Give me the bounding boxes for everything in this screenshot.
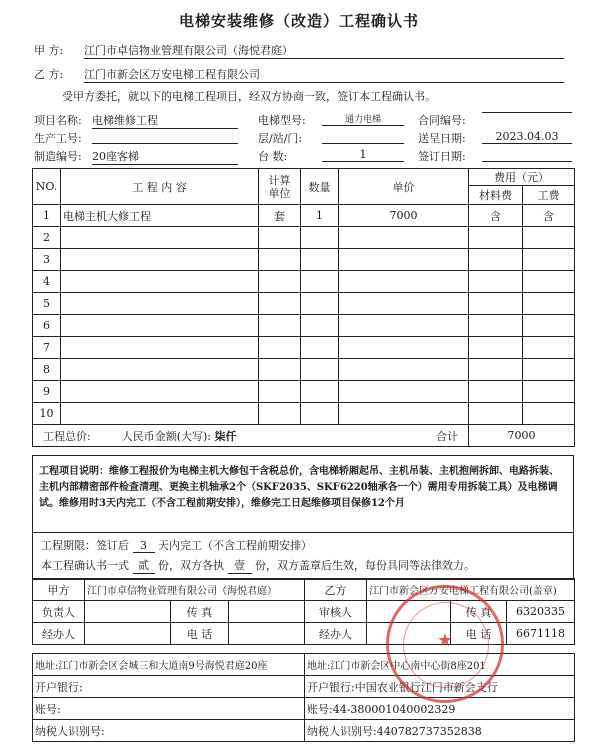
table-row: [33, 403, 575, 425]
cell-material: [469, 249, 523, 271]
header-no: NO.: [33, 169, 61, 205]
cell-no: 1: [33, 205, 61, 227]
cell-content: 电梯主机大修工程: [61, 205, 259, 227]
cell-no: 10: [33, 403, 61, 425]
submit-date-label: 送呈日期:: [418, 132, 466, 145]
description-box: [32, 455, 574, 533]
floors-value: [322, 130, 404, 144]
project-name-label: 项目名称:: [34, 114, 82, 127]
total-row: [33, 425, 469, 447]
b-handler-label: 经办人: [305, 623, 367, 645]
cell-material: [469, 403, 523, 425]
cell-unit: [259, 337, 301, 359]
table-row: [33, 293, 575, 315]
work-no-value: [92, 130, 238, 144]
cell-qty: [301, 403, 339, 425]
cell-content: [61, 359, 259, 381]
cell-labor: [523, 381, 575, 403]
cell-labor: [523, 315, 575, 337]
cell-content: [61, 271, 259, 293]
cell-material: 含: [469, 205, 523, 227]
header-unit: 计算 单位: [259, 169, 301, 205]
cell-price: [339, 359, 469, 381]
cell-content: [61, 337, 259, 359]
cell-labor: [523, 249, 575, 271]
b-fax-value: 6320335: [507, 601, 575, 623]
party-a-value: 江门市卓信物业管理有限公司（海悦君庭）: [84, 42, 564, 59]
total-words-value: 柒仟: [214, 429, 237, 443]
sign-date-value: [482, 148, 572, 162]
cell-price: [339, 315, 469, 337]
header-qty: 数量: [301, 169, 339, 205]
cell-material: [469, 293, 523, 315]
company-seal-stamp: [386, 585, 504, 703]
table-row: [33, 227, 575, 249]
total-label: 工程总价:: [43, 429, 91, 443]
period-days: 3: [133, 539, 155, 553]
mfg-no-value: 20座客梯: [92, 148, 238, 165]
cell-price: [339, 271, 469, 293]
header-price: 单价: [339, 169, 469, 205]
sign-date-label: 签订日期:: [418, 150, 466, 163]
copies-suffix: 份，双方盖章后生效，每份具同等法律效力。: [255, 559, 475, 572]
cell-qty: [301, 271, 339, 293]
cell-no: 2: [33, 227, 61, 249]
contract-no-value: [482, 112, 572, 113]
cell-qty: [301, 227, 339, 249]
copies-mid: 份，双方各执: [158, 559, 224, 572]
party-b-label: 乙 方:: [34, 68, 64, 81]
cell-qty: [301, 315, 339, 337]
cell-unit: [259, 315, 301, 337]
total-words-label: 人民币金额(大写):: [121, 429, 212, 443]
a-bank: 开户银行:: [33, 676, 305, 698]
cell-material: [469, 271, 523, 293]
b-tax-id: 纳税人识别号:440782737352838: [305, 720, 575, 742]
terms-box: [32, 531, 574, 580]
sum-label: 合计: [436, 429, 458, 443]
header-material: 材料费: [469, 186, 523, 205]
cell-price: 7000: [339, 205, 469, 227]
cell-labor: 含: [523, 205, 575, 227]
cell-content: [61, 249, 259, 271]
party-b-cell-label: 乙方: [305, 579, 367, 601]
cell-content: [61, 227, 259, 249]
a-address: 地址:江门市新会区会城三和大道南9号海悦君庭20座: [33, 654, 305, 676]
party-b-value: 江门市新会区万安电梯工程有限公司: [84, 66, 564, 83]
cell-unit: 套: [259, 205, 301, 227]
cell-labor: [523, 403, 575, 425]
count-value: 1: [322, 148, 404, 162]
cell-qty: [301, 337, 339, 359]
cell-qty: [301, 359, 339, 381]
party-a-cell-value: 江门市卓信物业管理有限公司（海悦君庭）: [85, 579, 305, 601]
party-a-cell-label: 甲方: [33, 579, 85, 601]
cell-qty: [301, 381, 339, 403]
phone-label: 电 话: [171, 623, 229, 645]
cell-price: [339, 227, 469, 249]
cell-no: 8: [33, 359, 61, 381]
cell-price: [339, 403, 469, 425]
cell-price: [339, 293, 469, 315]
cell-price: [339, 337, 469, 359]
cell-no: 3: [33, 249, 61, 271]
cell-no: 6: [33, 315, 61, 337]
party-a-label: 甲 方:: [34, 44, 64, 57]
items-table: [32, 168, 575, 447]
cell-material: [469, 227, 523, 249]
cell-qty: [301, 293, 339, 315]
header-fee: 费用（元）: [469, 169, 575, 186]
party-b-cell-value: 江门市新会区万安电梯工程有限公司(盖章): [367, 579, 575, 601]
model-value: 通力电梯: [322, 112, 404, 126]
period-suffix: 天内完工（不含工程前期安排）: [158, 539, 312, 552]
cell-no: 9: [33, 381, 61, 403]
table-row: [33, 381, 575, 403]
cell-material: [469, 337, 523, 359]
b-phone-label: 电 话: [451, 623, 507, 645]
header-labor: 工费: [523, 186, 575, 205]
handler-label: 经办人: [33, 623, 85, 645]
b-bank: 开户银行:中国农业银行江门市新会支行: [305, 676, 575, 698]
cell-content: [61, 403, 259, 425]
contract-no-label: 合同编号:: [418, 114, 466, 127]
intro-text: 受甲方委托，就以下的电梯工程项目，经双方协商一致，签订本工程确认书。: [62, 90, 436, 103]
mfg-no-label: 制造编号:: [34, 150, 82, 163]
cell-unit: [259, 227, 301, 249]
cell-no: 5: [33, 293, 61, 315]
cell-labor: [523, 271, 575, 293]
copies-each: 壹: [228, 557, 252, 574]
cell-unit: [259, 249, 301, 271]
responsible-value: [85, 601, 171, 623]
cell-price: [339, 249, 469, 271]
table-row: [33, 337, 575, 359]
handler-value: [85, 623, 171, 645]
cell-material: [469, 381, 523, 403]
table-row: [33, 249, 575, 271]
cell-unit: [259, 403, 301, 425]
submit-date-value: 2023.04.03: [482, 130, 572, 144]
period-prefix: 工程期限：签订后: [41, 539, 129, 552]
cell-labor: [523, 293, 575, 315]
cell-price: [339, 381, 469, 403]
cell-material: [469, 359, 523, 381]
fax-label: 传 真: [171, 601, 229, 623]
cell-content: [61, 315, 259, 337]
b-fax-label: 传 真: [451, 601, 507, 623]
sum-value: 7000: [469, 425, 575, 447]
fax-value: [229, 601, 305, 623]
cell-unit: [259, 271, 301, 293]
table-row: [33, 315, 575, 337]
cell-labor: [523, 337, 575, 359]
period-line: [41, 537, 312, 553]
a-tax-id: 纳税人识别号:: [33, 720, 305, 742]
cell-qty: [301, 249, 339, 271]
copies-total: 贰: [133, 557, 155, 574]
seal-star-icon: ★: [436, 630, 454, 651]
cell-content: [61, 381, 259, 403]
model-label: 电梯型号:: [258, 114, 306, 127]
document-title: 电梯安装维修（改造）工程确认书: [178, 12, 419, 30]
cell-unit: [259, 381, 301, 403]
work-no-label: 生产工号:: [34, 132, 82, 145]
project-name-value: 电梯维修工程: [92, 112, 238, 129]
b-address: 地址:江门市新会区中心南中心街8座201: [305, 654, 575, 676]
copies-line: [41, 557, 475, 574]
table-row: [33, 271, 575, 293]
b-account: 账号:44-380001040002329: [305, 698, 575, 720]
table-row: [33, 359, 575, 381]
cell-material: [469, 315, 523, 337]
responsible-label: 负责人: [33, 601, 85, 623]
cell-qty: 1: [301, 205, 339, 227]
cell-labor: [523, 359, 575, 381]
cell-no: 4: [33, 271, 61, 293]
cell-content: [61, 293, 259, 315]
count-label: 台 数:: [258, 150, 288, 163]
header-content: 工 程 内 容: [61, 169, 259, 205]
floors-label: 层/站/门:: [258, 132, 303, 145]
table-row: [33, 205, 575, 227]
cell-unit: [259, 359, 301, 381]
reviewer-label: 审核人: [305, 601, 367, 623]
description-text: 工程项目说明：维修工程报价为电梯主机大修包干含税总价，含电梯轿厢起吊、主机吊装、主机抱闸拆卸、电路拆装、主机内部精密部件检查清理、更换主机轴承2个（SKF2035、SKF6220轴承各一个）需用专用拆装工具）及电梯调试。维修用时3天内完工（不含工程前期安排），维修完工日起维修项目保修12个月: [39, 466, 559, 509]
b-phone-value: 6671118: [507, 623, 575, 645]
phone-value: [229, 623, 305, 645]
cell-labor: [523, 227, 575, 249]
copies-prefix: 本工程确认书一式: [41, 559, 129, 572]
a-account: 账号:: [33, 698, 305, 720]
cell-no: 7: [33, 337, 61, 359]
cell-unit: [259, 293, 301, 315]
